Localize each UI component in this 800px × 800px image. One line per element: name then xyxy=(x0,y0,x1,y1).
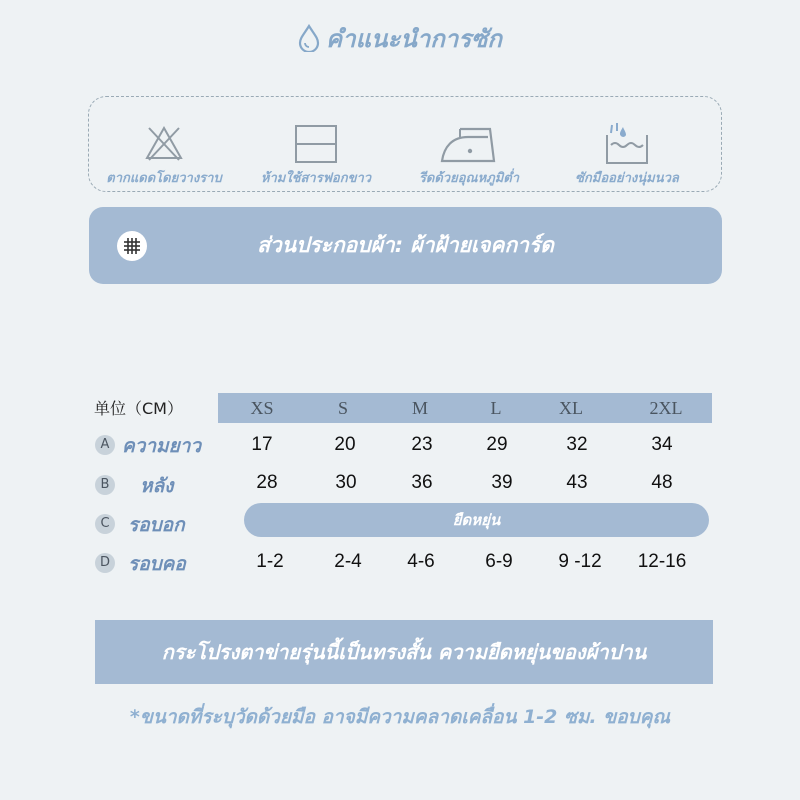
size-xs: XS xyxy=(250,398,274,418)
fabric-banner xyxy=(89,207,722,284)
row-d-s: 2-4 xyxy=(334,551,362,572)
row-c-badge: C xyxy=(95,514,115,534)
row-a-xs: 17 xyxy=(251,434,273,455)
row-b-m: 36 xyxy=(411,472,433,493)
row-b-label: หลัง xyxy=(140,475,174,497)
row-b-badge: B xyxy=(95,475,115,495)
size-l: L xyxy=(490,398,502,418)
row-d-2xl: 12-16 xyxy=(637,551,687,572)
row-d-l: 6-9 xyxy=(485,551,513,572)
size-2xl: 2XL xyxy=(649,398,683,418)
row-d-xs: 1-2 xyxy=(256,551,284,572)
care-title xyxy=(0,18,800,58)
row-c-label: รอบอก xyxy=(128,514,185,536)
care-label-2: ห้ามใช้สารฟอกขาว xyxy=(260,171,372,186)
row-a-xl: 32 xyxy=(566,434,588,455)
row-d-label: รอบคอ xyxy=(128,553,186,575)
row-d-badge: D xyxy=(95,553,115,573)
fabric-composition: ส่วนประกอบผ้า: ผ้าฝ้ายเจคการ์ด xyxy=(257,233,554,257)
row-b-xl: 43 xyxy=(566,472,588,493)
size-m: M xyxy=(411,398,428,418)
care-item-2 xyxy=(241,97,391,193)
measurement-footnote: *ขนาดที่ระบุวัดด้วยมือ อาจมีความคลาดเคลื่อน 1-2 ซม. ขอบคุณ xyxy=(129,706,671,728)
size-s: S xyxy=(337,398,348,418)
row-b-s: 30 xyxy=(335,472,357,493)
row-d-m: 4-6 xyxy=(407,551,435,572)
row-a-badge: A xyxy=(95,435,115,455)
care-label-4: ซักมืออย่างนุ่มนวล xyxy=(575,171,679,186)
row-a-l: 29 xyxy=(486,434,508,455)
care-label-3: รีดด้วยอุณหภูมิต่ำ xyxy=(418,171,520,186)
row-b-l: 39 xyxy=(491,472,513,493)
row-a-2xl: 34 xyxy=(651,434,673,455)
size-xl: XL xyxy=(559,398,583,418)
row-a-s: 20 xyxy=(334,434,356,455)
care-instructions-box xyxy=(88,96,722,192)
hand-wash-icon xyxy=(603,123,651,165)
size-header-row xyxy=(218,393,712,423)
row-b-xs: 28 xyxy=(256,472,278,493)
iron-low-heat-icon xyxy=(438,123,500,165)
row-d-xl: 9 -12 xyxy=(558,551,602,572)
dry-flat-icon xyxy=(294,123,338,165)
unit-label: 单位（CM） xyxy=(94,399,183,418)
row-a-m: 23 xyxy=(411,434,433,455)
care-label-1: ตากแดดโดยวางราบ xyxy=(106,171,222,186)
style-note-banner: กระโปรงตาข่ายรุ่นนี้เป็นทรงสั้น ความยืดหยุ่นของผ้าปาน xyxy=(95,620,713,684)
care-item-1 xyxy=(89,97,239,193)
water-drop-icon xyxy=(298,24,320,52)
no-tumble-dry-icon xyxy=(143,123,185,165)
row-c-stretch-pill: ยืดหยุ่น xyxy=(244,503,709,537)
care-item-3 xyxy=(389,97,549,193)
row-a-label: ความยาว xyxy=(122,435,202,457)
care-title-text: คำแนะนำการซัก xyxy=(326,24,502,53)
row-b-2xl: 48 xyxy=(651,472,673,493)
care-item-4 xyxy=(547,97,707,193)
